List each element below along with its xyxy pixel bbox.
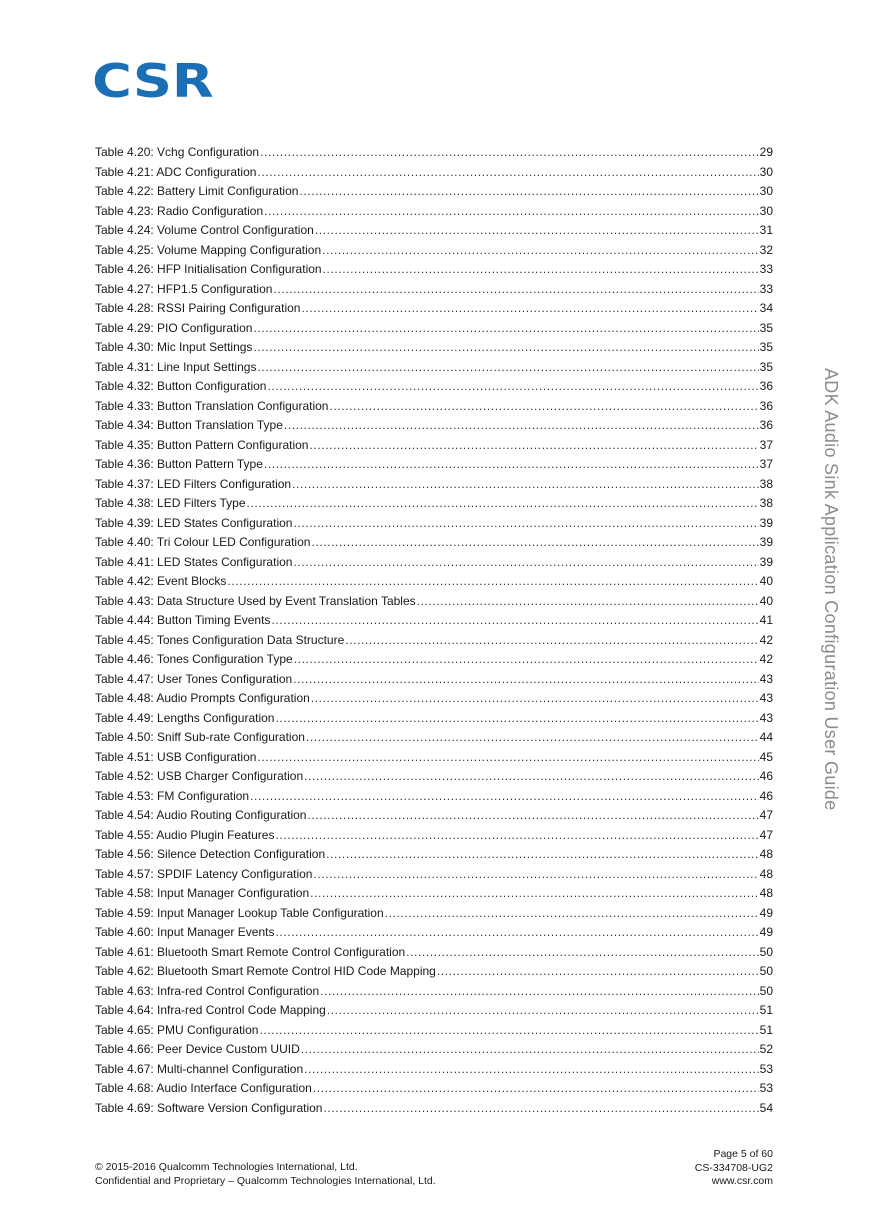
toc-entry-label: Table 4.32: Button Configuration — [95, 379, 267, 393]
toc-leader-dots — [313, 1079, 759, 1099]
toc-leader-dots — [267, 377, 758, 397]
toc-leader-dots — [329, 397, 758, 417]
toc-entry-label: Table 4.46: Tones Configuration Type — [95, 652, 293, 666]
toc-entry[interactable] — [95, 533, 773, 553]
toc-entry-label: Table 4.60: Input Manager Events — [95, 925, 275, 939]
toc-entry[interactable] — [95, 358, 773, 378]
toc-entry[interactable] — [95, 611, 773, 631]
toc-entry[interactable] — [95, 748, 773, 768]
toc-entry[interactable] — [95, 163, 773, 183]
toc-entry-label: Table 4.51: USB Configuration — [95, 749, 257, 764]
toc-leader-dots — [271, 611, 758, 631]
toc-leader-dots — [320, 982, 759, 1002]
toc-entry-page: 42 — [759, 652, 773, 666]
toc-entry-page: 51 — [759, 1022, 773, 1037]
toc-entry-label: Table 4.66: Peer Device Custom UUID — [95, 1042, 300, 1056]
toc-entry[interactable] — [95, 923, 773, 943]
toc-leader-dots — [275, 709, 758, 729]
toc-entry-page: 30 — [759, 203, 773, 218]
toc-entry-label: Table 4.21: ADC Configuration — [95, 164, 257, 179]
toc-leader-dots — [385, 904, 759, 924]
toc-entry[interactable] — [95, 221, 773, 241]
toc-entry-label: Table 4.40: Tri Colour LED Configuration — [95, 535, 311, 549]
toc-entry-label: Table 4.58: Input Manager Configuration — [95, 886, 310, 900]
toc-entry-page: 50 — [759, 983, 773, 998]
toc-entry-label: Table 4.48: Audio Prompts Configuration — [95, 691, 310, 705]
toc-leader-dots — [322, 241, 758, 261]
toc-entry-label: Table 4.34: Button Translation Type — [95, 418, 283, 432]
toc-leader-dots — [301, 299, 758, 319]
toc-entry-page: 29 — [759, 145, 773, 159]
toc-leader-dots — [259, 1021, 758, 1041]
toc-entry[interactable] — [95, 670, 773, 690]
toc-entry-label: Table 4.61: Bluetooth Smart Remote Control Configuration — [95, 944, 406, 959]
toc-entry-label: Table 4.65: PMU Configuration — [95, 1022, 259, 1037]
footer-right — [695, 1148, 773, 1189]
toc-leader-dots — [417, 592, 759, 612]
toc-leader-dots — [293, 514, 758, 534]
toc-entry[interactable] — [95, 787, 773, 807]
toc-entry[interactable] — [95, 826, 773, 846]
toc-entry[interactable] — [95, 650, 773, 670]
footer-page-number: Page 5 of 60 — [713, 1148, 773, 1160]
toc-leader-dots — [253, 319, 758, 339]
toc-entry[interactable] — [95, 182, 773, 202]
toc-entry[interactable] — [95, 299, 773, 319]
toc-entry-page: 38 — [759, 496, 773, 510]
toc-entry-label: Table 4.42: Event Blocks — [95, 574, 227, 588]
toc-entry-page: 43 — [759, 691, 773, 705]
toc-entry[interactable] — [95, 260, 773, 280]
toc-entry-page: 49 — [759, 905, 773, 920]
toc-entry-page: 52 — [759, 1042, 773, 1056]
toc-entry[interactable] — [95, 143, 773, 163]
toc-entry-page: 38 — [759, 476, 773, 491]
toc-entry-page: 40 — [759, 574, 773, 588]
footer-left — [95, 1161, 436, 1188]
toc-entry-label: Table 4.57: SPDIF Latency Configuration — [95, 866, 313, 881]
toc-entry[interactable] — [95, 338, 773, 358]
toc-entry[interactable] — [95, 475, 773, 495]
toc-entry-label: Table 4.69: Software Version Configuration — [95, 1100, 323, 1115]
toc-leader-dots — [275, 923, 758, 943]
toc-entry-page: 50 — [759, 944, 773, 959]
document-title-vertical: ADK Audio Sink Application Configuration User Guide — [821, 368, 841, 811]
toc-entry-label: Table 4.41: LED States Configuration — [95, 554, 293, 569]
toc-entry-label: Table 4.35: Button Pattern Configuration — [95, 437, 309, 452]
toc-leader-dots — [310, 884, 758, 904]
toc-entry-label: Table 4.33: Button Translation Configuration — [95, 398, 329, 413]
toc-entry-page: 31 — [759, 223, 773, 237]
toc-leader-dots — [294, 650, 759, 670]
toc-entry-label: Table 4.23: Radio Configuration — [95, 203, 264, 218]
toc-leader-dots — [299, 182, 758, 202]
toc-leader-dots — [327, 1001, 759, 1021]
toc-leader-dots — [437, 962, 759, 982]
toc-entry-page: 43 — [759, 710, 773, 725]
toc-entry-label: Table 4.30: Mic Input Settings — [95, 340, 253, 354]
toc-entry[interactable] — [95, 1021, 773, 1041]
toc-leader-dots — [284, 416, 759, 436]
toc-entry[interactable] — [95, 1001, 773, 1021]
toc-entry-label: Table 4.27: HFP1.5 Configuration — [95, 281, 273, 296]
toc-leader-dots — [315, 221, 759, 241]
toc-entry-label: Table 4.25: Volume Mapping Configuration — [95, 242, 322, 257]
toc-entry[interactable] — [95, 631, 773, 651]
toc-entry-label: Table 4.53: FM Configuration — [95, 788, 250, 803]
toc-entry[interactable] — [95, 319, 773, 339]
toc-leader-dots — [307, 806, 758, 826]
toc-entry-label: Table 4.36: Button Pattern Type — [95, 457, 263, 471]
toc-entry[interactable] — [95, 1040, 773, 1060]
toc-entry[interactable] — [95, 982, 773, 1002]
toc-entry[interactable] — [95, 709, 773, 729]
toc-entry[interactable] — [95, 592, 773, 612]
toc-entry-page: 47 — [759, 808, 773, 822]
toc-entry-label: Table 4.24: Volume Control Configuration — [95, 223, 314, 237]
toc-entry-label: Table 4.22: Battery Limit Configuration — [95, 184, 299, 198]
footer-copyright: © 2015-2016 Qualcomm Technologies International, Ltd. — [95, 1161, 358, 1173]
toc-entry-label: Table 4.55: Audio Plugin Features — [95, 827, 275, 842]
toc-entry-page: 35 — [759, 359, 773, 374]
toc-entry-page: 36 — [759, 379, 773, 393]
toc-entry-page: 47 — [759, 827, 773, 842]
toc-entry[interactable] — [95, 1060, 773, 1080]
toc-leader-dots — [227, 572, 758, 592]
toc-entry-page: 34 — [759, 301, 773, 315]
toc-entry-page: 36 — [759, 398, 773, 413]
toc-entry-page: 30 — [759, 164, 773, 179]
csr-logo: CSR — [92, 54, 214, 108]
toc-entry[interactable] — [95, 689, 773, 709]
toc-entry[interactable] — [95, 377, 773, 397]
toc-entry-page: 37 — [759, 457, 773, 471]
toc-entry-label: Table 4.63: Infra-red Control Configuration — [95, 983, 320, 998]
toc-entry[interactable] — [95, 728, 773, 748]
toc-entry[interactable] — [95, 416, 773, 436]
toc-entry-page: 39 — [759, 515, 773, 530]
toc-leader-dots — [306, 728, 759, 748]
toc-entry-label: Table 4.59: Input Manager Lookup Table Configuration — [95, 905, 384, 920]
toc-leader-dots — [304, 1060, 759, 1080]
toc-entry-page: 48 — [759, 866, 773, 881]
toc-entry[interactable] — [95, 865, 773, 885]
toc-entry-page: 30 — [759, 184, 773, 198]
toc-leader-dots — [323, 1099, 758, 1119]
toc-entry-page: 46 — [759, 769, 773, 783]
footer-website: www.csr.com — [711, 1175, 773, 1187]
toc-entry[interactable] — [95, 572, 773, 592]
toc-entry-page: 43 — [759, 671, 773, 686]
toc-entry-label: Table 4.26: HFP Initialisation Configuration — [95, 262, 322, 276]
toc-entry[interactable] — [95, 436, 773, 456]
toc-leader-dots — [253, 338, 758, 358]
toc-leader-dots — [304, 767, 759, 787]
toc-entry-label: Table 4.50: Sniff Sub-rate Configuration — [95, 730, 305, 744]
toc-entry-label: Table 4.29: PIO Configuration — [95, 320, 253, 335]
toc-entry[interactable] — [95, 904, 773, 924]
toc-entry[interactable] — [95, 884, 773, 904]
toc-leader-dots — [313, 865, 758, 885]
toc-leader-dots — [247, 494, 759, 514]
toc-entry-label: Table 4.37: LED Filters Configuration — [95, 476, 292, 491]
toc-leader-dots — [260, 143, 759, 163]
toc-entry[interactable] — [95, 397, 773, 417]
toc-entry-page: 49 — [759, 925, 773, 939]
toc-entry[interactable] — [95, 962, 773, 982]
toc-entry[interactable] — [95, 806, 773, 826]
toc-entry-page: 46 — [759, 788, 773, 803]
toc-leader-dots — [323, 260, 759, 280]
toc-leader-dots — [311, 689, 759, 709]
toc-entry-label: Table 4.54: Audio Routing Configuration — [95, 808, 307, 822]
toc-entry-page: 54 — [759, 1100, 773, 1115]
toc-entry[interactable] — [95, 202, 773, 222]
toc-entry-label: Table 4.28: RSSI Pairing Configuration — [95, 301, 301, 315]
toc-entry[interactable] — [95, 1099, 773, 1119]
toc-entry-label: Table 4.43: Data Structure Used by Event Translation Tables — [95, 593, 416, 608]
toc-entry-page: 53 — [759, 1061, 773, 1076]
toc-entry-page: 51 — [759, 1003, 773, 1017]
toc-entry[interactable] — [95, 514, 773, 534]
toc-entry-page: 44 — [759, 730, 773, 744]
toc-entry-page: 48 — [759, 847, 773, 861]
toc-entry-page: 35 — [759, 320, 773, 335]
toc-entry-label: Table 4.67: Multi-channel Configuration — [95, 1061, 304, 1076]
toc-leader-dots — [293, 553, 758, 573]
toc-entry-page: 35 — [759, 340, 773, 354]
toc-entry-label: Table 4.20: Vchg Configuration — [95, 145, 260, 159]
toc-leader-dots — [264, 455, 759, 475]
toc-entry-page: 39 — [759, 554, 773, 569]
toc-entry-label: Table 4.45: Tones Configuration Data Structure — [95, 632, 345, 647]
toc-entry-page: 39 — [759, 535, 773, 549]
toc-leader-dots — [257, 163, 758, 183]
toc-entry-page: 42 — [759, 632, 773, 647]
toc-entry[interactable] — [95, 455, 773, 475]
toc-leader-dots — [257, 358, 758, 378]
toc-entry-label: Table 4.68: Audio Interface Configuration — [95, 1081, 312, 1095]
toc-entry[interactable] — [95, 943, 773, 963]
toc-entry-label: Table 4.64: Infra-red Control Code Mapping — [95, 1003, 326, 1017]
toc-leader-dots — [309, 436, 758, 456]
toc-leader-dots — [250, 787, 759, 807]
toc-entry-page: 53 — [759, 1081, 773, 1095]
toc-entry-label: Table 4.47: User Tones Configuration — [95, 671, 293, 686]
toc-entry-label: Table 4.38: LED Filters Type — [95, 496, 246, 510]
toc-leader-dots — [292, 475, 759, 495]
toc-entry-page: 32 — [759, 242, 773, 257]
toc-entry-page: 45 — [759, 749, 773, 764]
toc-entry-label: Table 4.39: LED States Configuration — [95, 515, 293, 530]
toc-entry[interactable] — [95, 1079, 773, 1099]
toc-leader-dots — [406, 943, 758, 963]
toc-entry-label: Table 4.52: USB Charger Configuration — [95, 769, 304, 783]
toc-entry-label: Table 4.49: Lengths Configuration — [95, 710, 275, 725]
toc-leader-dots — [273, 280, 758, 300]
toc-entry[interactable] — [95, 767, 773, 787]
footer-document-id: CS-334708-UG2 — [694, 1161, 773, 1174]
toc-leader-dots — [326, 845, 758, 865]
toc-leader-dots — [293, 670, 758, 690]
toc-entry[interactable] — [95, 845, 773, 865]
toc-entry-page: 50 — [759, 964, 773, 978]
toc-leader-dots — [301, 1040, 759, 1060]
toc-leader-dots — [257, 748, 758, 768]
toc-entry-label: Table 4.44: Button Timing Events — [95, 613, 271, 627]
toc-entry-page: 33 — [759, 262, 773, 276]
toc-entry-label: Table 4.31: Line Input Settings — [95, 359, 257, 374]
toc-entry-label: Table 4.62: Bluetooth Smart Remote Control HID Code Mapping — [95, 964, 436, 978]
toc-entry[interactable] — [95, 494, 773, 514]
toc-entry[interactable] — [95, 280, 773, 300]
table-of-tables — [95, 143, 773, 1118]
toc-entry-page: 48 — [759, 886, 773, 900]
toc-entry-page: 40 — [759, 593, 773, 608]
toc-entry-page: 36 — [759, 418, 773, 432]
toc-entry-page: 33 — [759, 281, 773, 296]
toc-leader-dots — [264, 202, 759, 222]
toc-leader-dots — [311, 533, 758, 553]
footer-confidential: Confidential and Proprietary – Qualcomm Technologies International, Ltd. — [95, 1174, 436, 1187]
toc-leader-dots — [345, 631, 758, 651]
toc-leader-dots — [275, 826, 758, 846]
toc-entry[interactable] — [95, 241, 773, 261]
toc-entry-label: Table 4.56: Silence Detection Configuration — [95, 847, 326, 861]
sidebar-document-title — [820, 368, 840, 868]
toc-entry-page: 41 — [759, 613, 773, 627]
toc-entry[interactable] — [95, 553, 773, 573]
toc-entry-page: 37 — [759, 437, 773, 452]
